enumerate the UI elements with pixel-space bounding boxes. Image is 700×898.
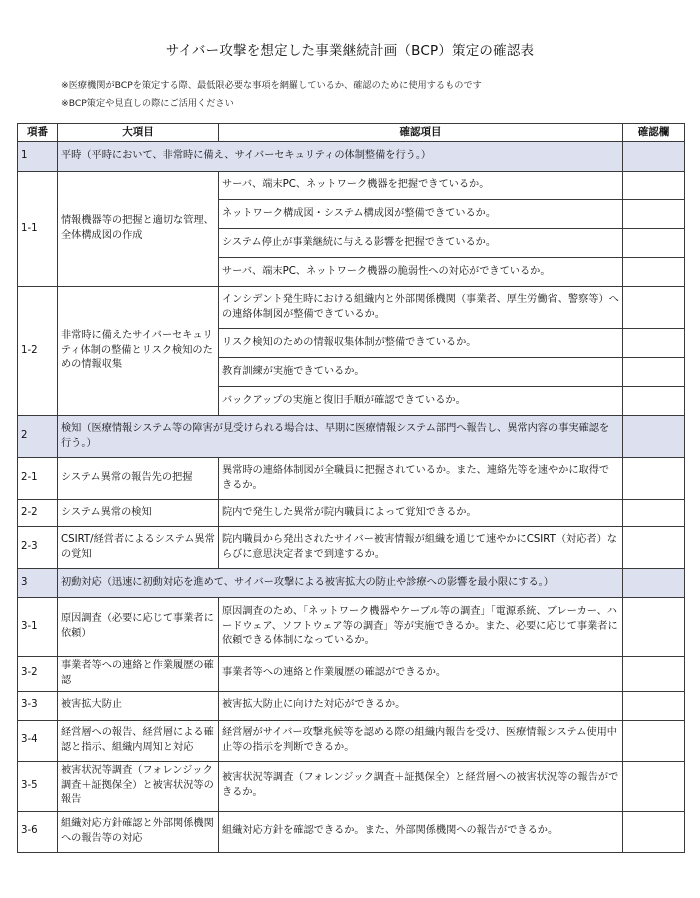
confirm-cell[interactable] [623, 258, 685, 287]
confirm-cell[interactable] [623, 416, 685, 458]
item-title: 情報機器等の把握と適切な管理、全体構成図の作成 [58, 172, 219, 287]
confirm-cell[interactable] [623, 329, 685, 358]
usage-note: ※医療機関がBCPを策定する際、最低限必要な事項を網羅しているか、確認のために使用するものです [61, 80, 482, 91]
item-title: 経営層への報告、経営層による確認と指示、組織内周知と対応 [58, 720, 219, 761]
item-number: 1-1 [18, 172, 58, 287]
check-text: バックアップの実施と復旧手順が確認できているか。 [219, 387, 623, 416]
item-number: 2-1 [18, 458, 58, 500]
confirm-cell[interactable] [623, 500, 685, 527]
confirm-cell[interactable] [623, 387, 685, 416]
table-row [18, 761, 685, 811]
table-row [18, 598, 685, 657]
header-item: 大項目 [58, 124, 219, 142]
section-row [18, 416, 685, 458]
table-row [18, 720, 685, 761]
item-number: 2-3 [18, 527, 58, 569]
item-title: システム異常の検知 [58, 500, 219, 527]
section-title: 初動対応（迅速に初動対応を進めて、サイバー攻撃による被害拡大の防止や診療への影響を最小限にする。） [58, 569, 623, 598]
confirm-cell[interactable] [623, 657, 685, 692]
item-number: 2-2 [18, 500, 58, 527]
check-text: ネットワーク構成図・システム構成図が整備できているか。 [219, 200, 623, 229]
item-number: 3-4 [18, 720, 58, 761]
header-no: 項番 [18, 124, 58, 142]
item-number: 3-2 [18, 657, 58, 692]
check-text: 経営層がサイバー攻撃兆候等を認める際の組織内報告を受け、医療情報システム使用中止等の指示を判断できるか。 [219, 720, 623, 761]
confirm-cell[interactable] [623, 527, 685, 569]
table-row [18, 287, 685, 329]
confirm-cell[interactable] [623, 598, 685, 657]
section-row [18, 569, 685, 598]
item-title: 組織対応方針確認と外部関係機関への報告等の対応 [58, 811, 219, 852]
check-text: システム停止が事業継続に与える影響を把握できているか。 [219, 229, 623, 258]
confirm-cell[interactable] [623, 720, 685, 761]
check-text: 院内で発生した異常が院内職員によって覚知できるか。 [219, 500, 623, 527]
check-text: 被害状況等調査（フォレンジック調査＋証拠保全）と経営層への被害状況等の報告ができるか。 [219, 761, 623, 811]
table-row [18, 811, 685, 852]
item-title: 被害状況等調査（フォレンジック調査＋証拠保全）と被害状況等の報告 [58, 761, 219, 811]
check-text: 組織対応方針を確認できるか。また、外部関係機関への報告ができるか。 [219, 811, 623, 852]
confirm-cell[interactable] [623, 229, 685, 258]
page-title: サイバー攻撃を想定した事業継続計画（BCP）策定の確認表 [165, 43, 535, 59]
item-number: 3-6 [18, 811, 58, 852]
table-row [18, 527, 685, 569]
check-text: 院内職員から発出されたサイバー被害情報が組織を通じて速やかにCSIRT（対応者）ならびに意思決定者まで到達するか。 [219, 527, 623, 569]
item-title: 非常時に備えたサイバーセキュリティ体制の整備とリスク検知のための情報収集 [58, 287, 219, 416]
section-title: 検知（医療情報システム等の障害が見受けられる場合は、早期に医療情報システム部門へ報告し、異常内容の事実確認を行う。） [58, 416, 623, 458]
table-row [18, 691, 685, 720]
header-mark: 確認欄 [623, 124, 685, 142]
confirm-cell[interactable] [623, 287, 685, 329]
confirm-cell[interactable] [623, 200, 685, 229]
section-number: 3 [18, 569, 58, 598]
item-title: 原因調査（必要に応じて事業者に依頼） [58, 598, 219, 657]
check-text: 異常時の連絡体制図が全職員に把握されているか。また、連絡先等を速やかに取得できるか。 [219, 458, 623, 500]
confirm-cell[interactable] [623, 761, 685, 811]
confirm-cell[interactable] [623, 172, 685, 200]
item-number: 3-5 [18, 761, 58, 811]
item-title: 被害拡大防止 [58, 691, 219, 720]
section-number: 1 [18, 142, 58, 172]
table-row [18, 458, 685, 500]
confirm-cell[interactable] [623, 569, 685, 598]
header-check: 確認項目 [219, 124, 623, 142]
item-title: システム異常の報告先の把握 [58, 458, 219, 500]
item-number: 3-3 [18, 691, 58, 720]
section-row [18, 142, 685, 172]
table-row [18, 172, 685, 200]
item-number: 1-2 [18, 287, 58, 416]
check-text: リスク検知のための情報収集体制が整備できているか。 [219, 329, 623, 358]
check-text: サーバ、端末PC、ネットワーク機器を把握できているか。 [219, 172, 623, 200]
bcp-checklist-table [17, 123, 685, 853]
table-row [18, 500, 685, 527]
item-number: 3-1 [18, 598, 58, 657]
confirm-cell[interactable] [623, 458, 685, 500]
usage-note: ※BCP策定や見直しの際にご活用ください [61, 98, 234, 109]
table-header-row [18, 124, 685, 142]
check-text: インシデント発生時における組織内と外部関係機関（事業者、厚生労働省、警察等）への連絡体制図が整備できているか。 [219, 287, 623, 329]
item-title: 事業者等への連絡と作業履歴の確認 [58, 657, 219, 692]
confirm-cell[interactable] [623, 691, 685, 720]
check-text: 被害拡大防止に向けた対応ができるか。 [219, 691, 623, 720]
confirm-cell[interactable] [623, 142, 685, 172]
check-text: 事業者等への連絡と作業履歴の確認ができるか。 [219, 657, 623, 692]
check-text: 教育訓練が実施できているか。 [219, 358, 623, 387]
confirm-cell[interactable] [623, 358, 685, 387]
check-text: 原因調査のため、「ネットワーク機器やケーブル等の調査」「電源系統、ブレーカー、ハードウェア、ソフトウェア等の調査」等が実施できるか。また、必要に応じて事業者に依頼できる体制になっているか。 [219, 598, 623, 657]
check-text: サーバ、端末PC、ネットワーク機器の脆弱性への対応ができているか。 [219, 258, 623, 287]
section-title: 平時（平時において、非常時に備え、サイバーセキュリティの体制整備を行う。） [58, 142, 623, 172]
section-number: 2 [18, 416, 58, 458]
table-row [18, 657, 685, 692]
confirm-cell[interactable] [623, 811, 685, 852]
item-title: CSIRT/経営者によるシステム異常の覚知 [58, 527, 219, 569]
